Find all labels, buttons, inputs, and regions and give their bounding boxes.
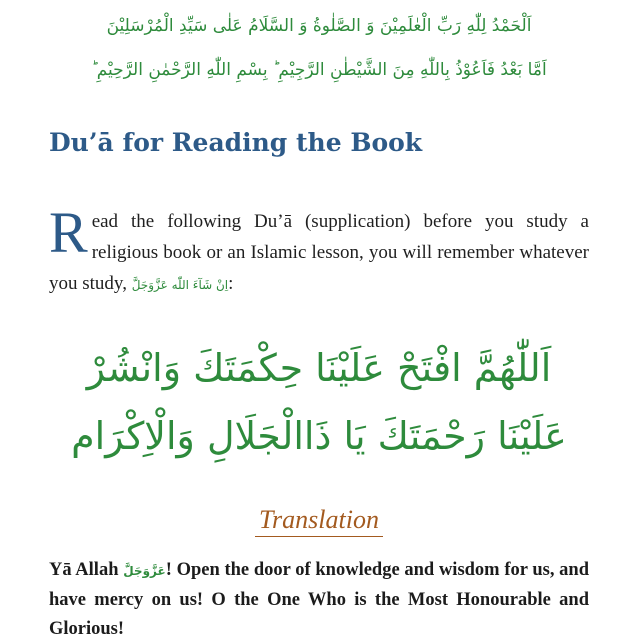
translation-heading: Translation — [255, 505, 383, 537]
dua-arabic-line-2: عَلَيْنَا رَحْمَتَكَ يَا ذَاالْجَلَالِ وَالْاِكْرَام — [71, 414, 567, 458]
translation-text-start: Yā Allah — [49, 560, 124, 580]
page-title: Du’ā for Reading the Book — [49, 128, 423, 157]
dua-arabic-line-1: اَللّٰهُمَّ افْتَحْ عَلَيْنَا حِكْمَتَكَ وَانْشُرْ — [86, 346, 552, 390]
taawwuz-bismillah-line: اَمَّا بَعْدُ فَاَعُوْذُ بِاللّٰهِ مِنَ الشَّيْطٰنِ الرَّجِيْمِ ؕ بِسْمِ اللّٰهِ الرَّحْمٰنِ الرَّحِيْمِ ؕ — [91, 60, 547, 80]
azzawajal-inline-arabic: عَزَّوَجَلَّ — [123, 564, 166, 578]
intro-paragraph — [49, 200, 589, 301]
translation-text-rest: ! Open the door of knowledge and wisdom for us, and have mercy on us! O the One Who is the Most Honourable and Glorious! — [49, 560, 589, 639]
intro-colon: : — [228, 273, 234, 294]
hamd-invocation-line: اَلْحَمْدُ لِلّٰهِ رَبِّ الْعٰلَمِيْنَ وَ الصَّلٰوةُ وَ السَّلَامُ عَلٰى سَيِّدِ الْمُرْسَلِيْنَ — [106, 16, 532, 36]
translation-text — [49, 556, 589, 644]
intro-text: ead the following Du’ā (supplication) before you study a religious book or an Islamic lesson, you will remember whatever you study, — [49, 211, 589, 294]
translation-heading-container — [0, 505, 638, 537]
inshallah-inline-arabic: اِنْ شَآءَ اللّٰه عَزَّوَجَلَّ — [131, 278, 229, 292]
drop-cap: R — [49, 200, 88, 265]
